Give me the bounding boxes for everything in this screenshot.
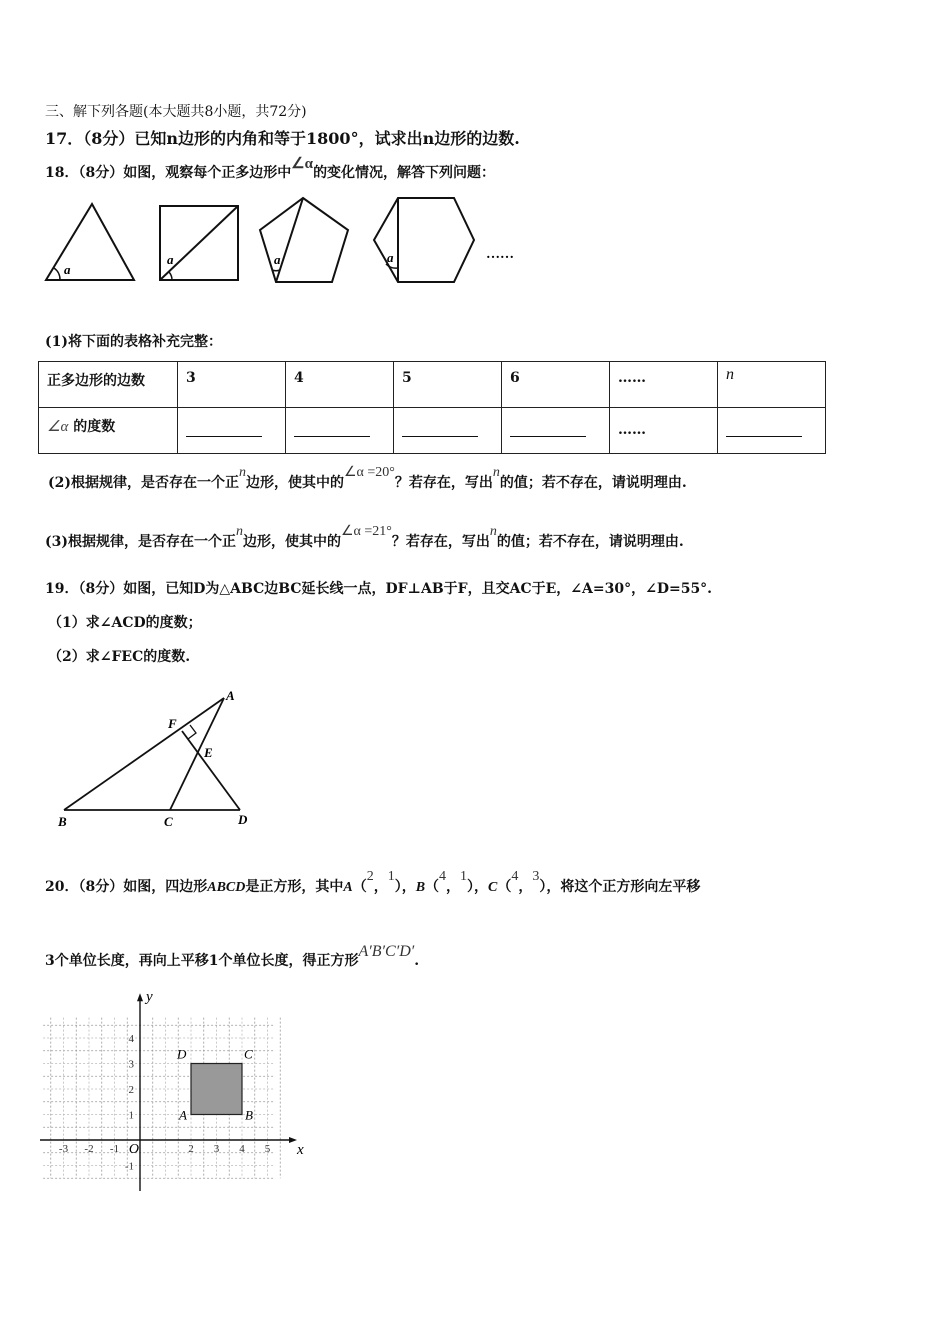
q20-mid1: 是正方形，其中 [245, 879, 344, 895]
q20-B-x: 4 [439, 869, 447, 884]
table-cell: 5 [394, 362, 502, 408]
question-18 [45, 156, 496, 182]
triangle-angle-label: a [64, 262, 71, 277]
q18-part2-n: n [239, 465, 246, 480]
label-D: D [238, 812, 248, 827]
q20-A-y: 1 [387, 869, 395, 884]
q18-part3-n: n [236, 524, 243, 539]
x-tick-label: 4 [239, 1143, 245, 1155]
label-B: B [58, 814, 67, 829]
table-blank-cell[interactable] [178, 408, 286, 454]
label-E: E [204, 745, 213, 760]
q20-prefix: 20．（8分）如图，四边形 [45, 879, 208, 895]
pentagon-angle-label: a [274, 252, 281, 267]
q18-part3-n2: n [489, 524, 497, 539]
q18-part2-d: 的值；若不存在，请说明理由. [499, 475, 687, 491]
table-blank-cell[interactable] [394, 408, 502, 454]
q18-part3-angle: ∠α =21° [341, 524, 392, 539]
x-axis-label: x [297, 1142, 304, 1158]
hexagon-angle-label: a [387, 250, 394, 265]
q20-A-x: 2 [366, 869, 374, 884]
q18-part2-a: (2)根据规律，是否存在一个正 [48, 475, 239, 491]
q20-B-y: 1 [460, 869, 468, 884]
y-tick-label: 4 [128, 1033, 134, 1045]
q20-tail: ，将这个正方形向左平移 [546, 879, 701, 895]
table-cell: 3 [178, 362, 286, 408]
table-row1-header: 正多边形的边数 [39, 362, 178, 408]
q20-C-y: 3 [532, 869, 540, 884]
x-tick-label: 3 [213, 1143, 220, 1155]
q20-point-A: A [343, 880, 353, 895]
label-C: C [164, 814, 173, 829]
table-row [39, 408, 826, 454]
q18-part3-a: (3)根据规律，是否存在一个正 [45, 534, 236, 550]
q18-part1: (1)将下面的表格补充完整： [45, 334, 222, 350]
q20-point-B: B [415, 880, 426, 895]
origin-label: O [128, 1142, 139, 1157]
question-20: 20．（8分）如图，四边形ABCD是正方形，其中A（2，1），B（4，1），C（4，3），将这个正方形向左平移 [45, 869, 701, 895]
square-figure [160, 206, 238, 280]
q18-part2-c: ？若存在，写出 [394, 475, 493, 491]
q18-part3-d: 的值；若不存在，请说明理由. [496, 534, 684, 550]
q18-part3-c: ？若存在，写出 [391, 534, 490, 550]
y-tick-label: 1 [128, 1109, 134, 1122]
q20-prime-square: A′B′C′D′ [358, 943, 415, 960]
square-angle-label: a [167, 252, 174, 267]
table-cell [610, 408, 718, 454]
polygon-figure [40, 190, 540, 290]
x-axis-arrow [289, 1137, 297, 1143]
table-row2-header [39, 408, 178, 454]
label-F: F [168, 716, 177, 731]
triangle-figure [46, 204, 134, 280]
x-tick-label: -3 [58, 1143, 69, 1155]
square-abcd [191, 1064, 242, 1115]
y-axis-arrow [137, 993, 143, 1001]
vertex-label-A: A [179, 1107, 187, 1123]
q18-part3 [45, 524, 684, 551]
hexagon-figure [374, 198, 474, 282]
q19-sub1: （1）求∠ACD的度数； [48, 615, 202, 631]
vertex-label-B: B [245, 1107, 253, 1123]
label-A: A [226, 688, 235, 703]
table-blank-cell[interactable] [286, 408, 394, 454]
vertex-label-C: C [244, 1046, 253, 1062]
question-17: 17．（8分）已知n边形的内角和等于1800°，试求出n边形的边数. [45, 129, 520, 148]
y-tick-label: -1 [124, 1160, 134, 1173]
table-dots: …… [618, 422, 646, 438]
pentagon-figure [260, 198, 348, 282]
table-blank-cell[interactable] [718, 408, 826, 454]
x-tick-label: 5 [264, 1143, 271, 1155]
question-19: 19．（8分）如图，已知D为△ABC边BC延长线一点，DF⊥AB于F，且交AC于E，∠A=30°，∠D=55°. [45, 581, 713, 597]
table-row [39, 362, 826, 408]
table-cell: …… [610, 362, 718, 408]
y-tick-label: 2 [128, 1084, 134, 1096]
q18-suffix: 的变化情况，解答下列问题： [313, 165, 496, 181]
triangle-abc-figure [50, 684, 270, 834]
q18-part2-n2: n [492, 465, 500, 480]
angle-table [38, 361, 826, 454]
q18-part2-angle: ∠α =20° [344, 465, 395, 480]
q18-part2-b: 边形，使其中的 [246, 475, 344, 491]
q20-period: . [414, 953, 420, 969]
y-axis-label: y [146, 990, 153, 1006]
coordinate-grid [40, 990, 320, 1195]
q18-angle-symbol: ∠α [291, 156, 314, 172]
q20-abcd: ABCD [207, 880, 246, 895]
x-tick-label: -1 [109, 1143, 120, 1155]
table-cell [718, 362, 826, 408]
section-title: 三、解下列各题(本大题共8小题，共72分) [45, 104, 307, 120]
x-tick-label: 2 [188, 1143, 194, 1155]
x-tick-label: -2 [84, 1143, 94, 1155]
q20-C-x: 4 [511, 869, 519, 884]
table-blank-cell[interactable] [502, 408, 610, 454]
table-cell: 6 [502, 362, 610, 408]
q20-line2-text: 3个单位长度，再向上平移1个单位长度，得正方形 [45, 953, 359, 969]
q20-point-C: C [488, 880, 498, 895]
q18-prefix: 18．（8分）如图，观察每个正多边形中 [45, 165, 292, 181]
table-row2-label: 的度数 [73, 419, 116, 435]
q18-part3-b: 边形，使其中的 [243, 534, 341, 550]
y-tick-label: 3 [128, 1058, 134, 1071]
table-cell: 4 [286, 362, 394, 408]
q20-line2 [45, 943, 420, 970]
q19-sub2: （2）求∠FEC的度数. [48, 649, 191, 665]
q18-part2 [48, 465, 687, 492]
table-cell-n: n [726, 366, 734, 383]
table-angle-symbol: ∠α [47, 419, 69, 435]
polygon-ellipsis: …… [486, 247, 514, 262]
vertex-label-D: D [177, 1046, 187, 1062]
